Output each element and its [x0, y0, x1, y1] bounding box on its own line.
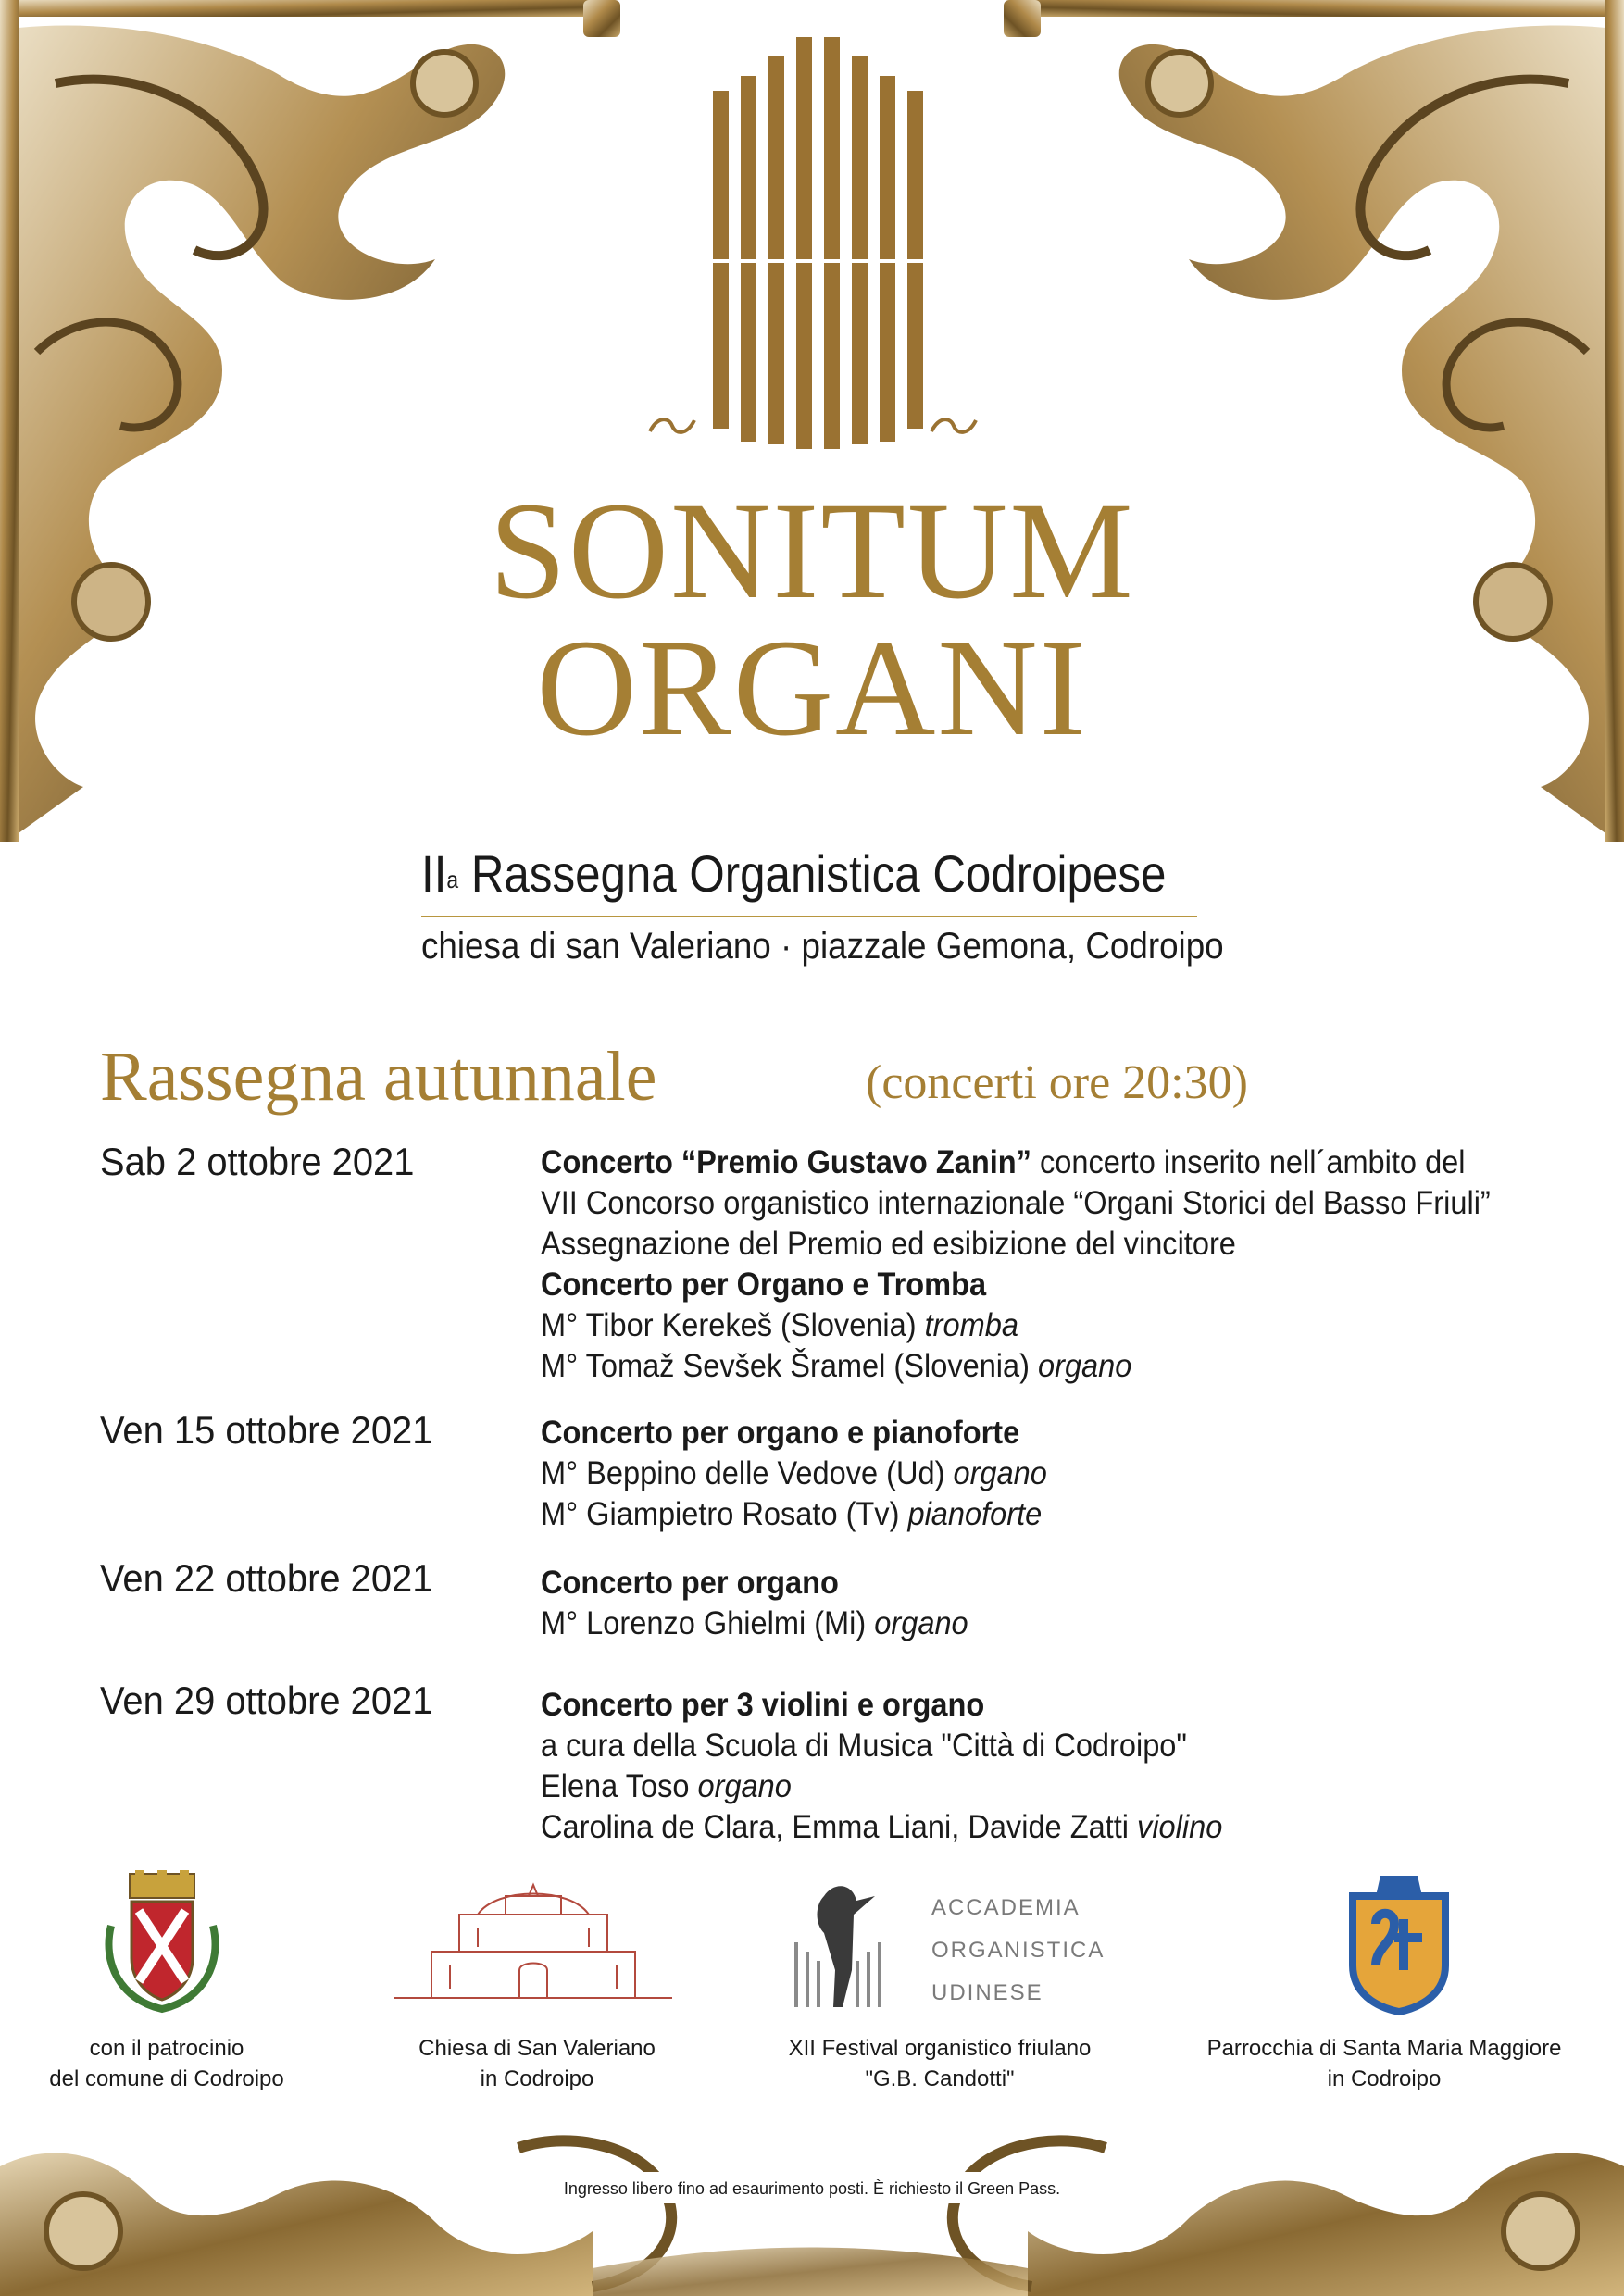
parish-crest-icon: [1339, 1868, 1459, 2016]
organ-pipes-logo: [639, 35, 987, 456]
season-note: (concerti ore 20:30): [866, 1056, 1248, 1109]
sponsor-caption: con il patrocinio del comune di Codroipo: [49, 2036, 284, 2091]
subtitle-ordinal: II: [421, 844, 447, 903]
event-date: Ven 15 ottobre 2021: [100, 1408, 433, 1452]
subtitle-text: Rassegna Organistica Codroipese: [458, 844, 1167, 903]
event-line: M° Giampietro Rosato (Tv) pianoforte: [541, 1496, 1043, 1532]
church-icon: [394, 1878, 672, 2003]
academy-logo-text: ACCADEMIA ORGANISTICA UDINESE: [931, 1895, 1106, 2005]
ornament-bottom: [0, 2129, 1624, 2296]
baroque-ornament-icon: [0, 2129, 1624, 2296]
event-line: Concerto “Premio Gustavo Zanin” concerto inserito nell´ambito del: [541, 1144, 1466, 1180]
season-title: Rassegna autunnale: [100, 1038, 657, 1116]
subtitle-superscript: a: [446, 866, 459, 893]
event-line: M° Tomaž Sevšek Šramel (Slovenia) organo: [541, 1348, 1132, 1384]
sponsor-caption: Chiesa di San Valeriano in Codroipo: [418, 2036, 656, 2091]
venue: chiesa di san Valeriano · piazzale Gemona, Codroipo: [421, 926, 1224, 967]
sponsor-codroipo: [83, 1870, 241, 2014]
event-date: Ven 29 ottobre 2021: [100, 1678, 433, 1722]
academy-logo-icon: [787, 1878, 889, 2016]
event-line: Concerto per organo e pianoforte: [541, 1415, 1020, 1451]
divider: [421, 916, 1197, 917]
sponsor-parrocchia: [1339, 1868, 1459, 2016]
sponsor-caption: Parrocchia di Santa Maria Maggiore in Codroipo: [1206, 2036, 1562, 2091]
organ-pipes-icon: [639, 35, 987, 452]
title-line-1: SONITUM: [489, 474, 1135, 628]
event-line: VII Concorso organistico internazionale “Organi Storici del Basso Friuli”: [541, 1185, 1491, 1221]
footer-note: Ingresso libero fino ad esaurimento posti. È richiesto il Green Pass.: [563, 2179, 1061, 2198]
event-line: Concerto per organo: [541, 1565, 839, 1601]
event-line: M° Lorenzo Ghielmi (Mi) organo: [541, 1605, 968, 1641]
title-line-2: ORGANI: [536, 611, 1088, 765]
subtitle: [421, 844, 1167, 904]
event-date: Sab 2 ottobre 2021: [100, 1140, 415, 1183]
coat-of-arms-icon: [83, 1870, 241, 2014]
event-line: Assegnazione del Premio ed esibizione del vincitore: [541, 1226, 1236, 1262]
event-line: Carolina de Clara, Emma Liani, Davide Zatti violino: [541, 1809, 1223, 1845]
sponsor-caption: XII Festival organistico friulano "G.B. Candotti": [788, 2036, 1092, 2091]
event-line: M° Beppino delle Vedove (Ud) organo: [541, 1455, 1047, 1491]
event-line: M° Tibor Kerekeš (Slovenia) tromba: [541, 1307, 1018, 1343]
event-line: a cura della Scuola di Musica "Città di Codroipo": [541, 1728, 1187, 1764]
event-line: Concerto per 3 violini e organo: [541, 1687, 985, 1723]
sponsor-accademia: [787, 1878, 1106, 2016]
event-line: Elena Toso organo: [541, 1768, 792, 1804]
event-date: Ven 22 ottobre 2021: [100, 1556, 433, 1600]
sponsor-san-valeriano: [394, 1878, 672, 2003]
event-line: Concerto per Organo e Tromba: [541, 1267, 987, 1303]
